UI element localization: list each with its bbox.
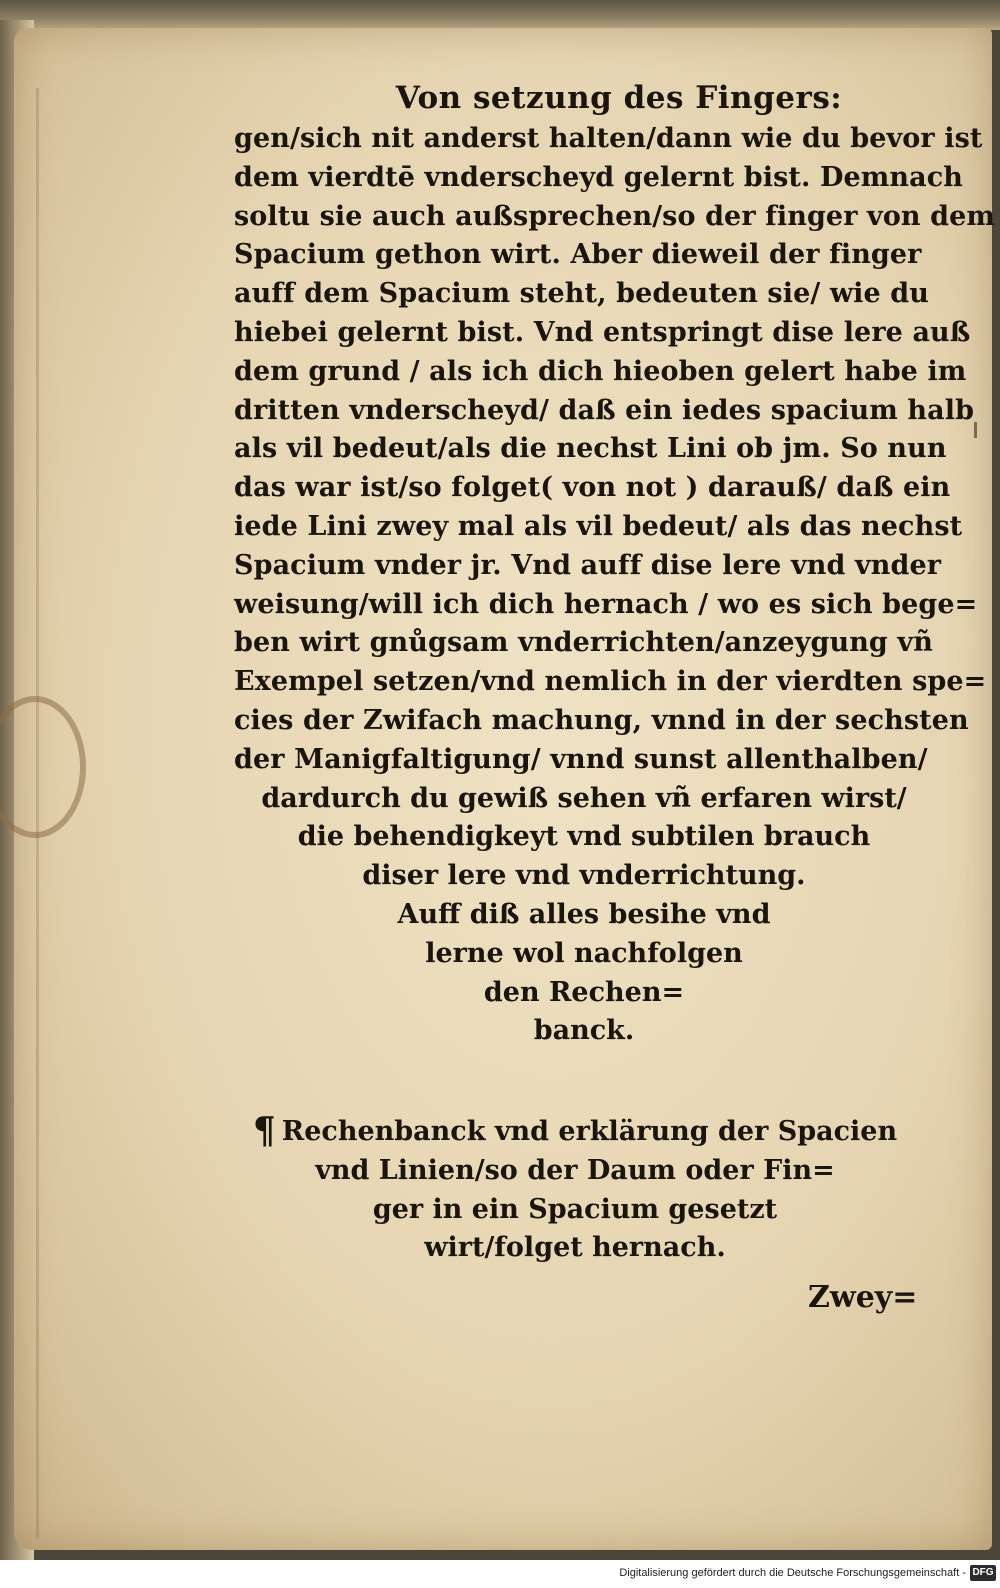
text-line: cies der Zwifach machung, vnnd in der sechsten <box>234 704 969 736</box>
text-line: wirt/folget hernach. <box>424 1232 726 1264</box>
text-line-content: Rechenbanck vnd erklärung der Spacien <box>281 1116 898 1147</box>
text-line: dem grund / als ich dich hieoben gelert habe im <box>234 355 967 387</box>
text-line: Spacium gethon wirt. Aber dieweil der finger <box>234 239 922 271</box>
text-line: ger in ein Spacium gesetzt <box>372 1193 778 1225</box>
main-text-block <box>234 78 996 1051</box>
catchword: Zwey= <box>808 1280 918 1315</box>
text-line: als vil bedeut/als die nechst Lini ob jm. So nun <box>234 433 947 465</box>
text-line: Exempel setzen/vnd nemlich in der vierdten spe= <box>234 666 987 698</box>
text-line: lerne wol nachfolgen <box>425 937 743 969</box>
second-paragraph <box>245 1112 905 1268</box>
clasp-impression <box>0 696 86 838</box>
text-line: soltu sie auch außsprechen/so der finger von dem <box>234 200 996 232</box>
text-line: die behendigkeyt vnd subtilen brauch <box>297 821 871 853</box>
text-line: Spacium vnder jr. Vnd auff dise lere vnd vnder <box>234 549 942 581</box>
text-line: den Rechen= <box>483 976 685 1008</box>
text-line: weisung/will ich dich hernach / wo es sich bege= <box>234 588 978 620</box>
text-line: auff dem Spacium steht, bedeuten sie/ wie du <box>234 278 930 310</box>
text-line: banck. <box>533 1015 635 1047</box>
margin-mark <box>974 422 977 438</box>
text-line: hiebei gelernt bist. Vnd entspringt dise lere auß <box>234 316 971 348</box>
text-line: Auff diß alles besihe vnd <box>397 898 771 930</box>
text-line: der Manigfaltigung/ vnnd sunst allenthalben/ <box>234 743 928 775</box>
text-line: gen/sich nit anderst halten/dann wie du bevor ist <box>234 123 983 154</box>
text-line: iede Lini zwey mal als vil bedeut/ als das nechst <box>234 510 963 542</box>
dfg-logo: DFG <box>970 1565 996 1581</box>
text-line: ben wirt gnůgsam vnderrichten/anzeygung vñ <box>234 627 933 659</box>
funding-credit: Digitalisierung gefördert durch die Deutsche Forschungsgemeinschaft - <box>619 1567 966 1579</box>
text-line: vnd Linien/so der Daum oder Fin= <box>315 1154 835 1186</box>
paragraph-mark: ¶ <box>252 1110 276 1152</box>
body-paragraph <box>234 120 996 780</box>
book-top-edge <box>0 0 1000 30</box>
text-line: diser lere vnd vnderrichtung. <box>362 860 806 892</box>
running-head: Von setzung des Fingers: <box>395 80 843 116</box>
text-line: dardurch du gewiß sehen vñ erfaren wirst/ <box>261 782 907 814</box>
text-line <box>245 1112 905 1152</box>
text-line: dritten vnderscheyd/ daß ein iedes spacium halb <box>234 394 975 426</box>
tapered-paragraph-end <box>234 780 934 1052</box>
footer-bar <box>0 1560 1000 1588</box>
text-line: dem vierdtē vnderscheyd gelernt bist. Demnach <box>234 161 964 193</box>
text-line: das war ist/so folget( von not ) darauß/ daß ein <box>234 472 951 504</box>
